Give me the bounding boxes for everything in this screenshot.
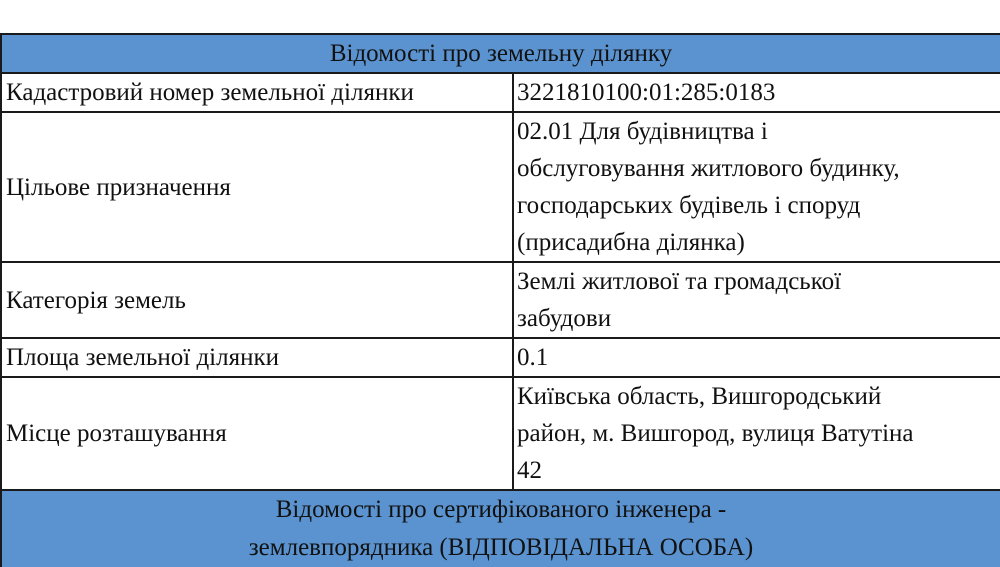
table-row (1, 377, 1000, 490)
purpose-value-line: господарських будівель і споруд (517, 192, 861, 219)
location-value-line: 42 (517, 457, 542, 484)
purpose-value-line: обслуговування житлового будинку, (517, 155, 900, 182)
land-category-value-line: Землі житлової та громадської (517, 268, 842, 295)
purpose-value-line: 02.01 Для будівництва і (517, 118, 768, 145)
location-value-line: Київська область, Вишгородський (517, 383, 882, 410)
area-label: Площа земельної ділянки (1, 338, 513, 377)
table-row (1, 112, 1000, 262)
purpose-value (513, 112, 1000, 262)
table-header-row (1, 490, 1000, 567)
land-plot-table (0, 33, 1000, 567)
land-category-value (513, 262, 1000, 338)
location-value-line: район, м. Вишгород, вулиця Ватутіна (517, 420, 914, 447)
land-category-label: Категорія земель (1, 262, 513, 338)
location-label: Місце розташування (1, 377, 513, 490)
engineer-section-title (1, 490, 1000, 567)
purpose-value-line: (присадибна ділянка) (517, 229, 745, 256)
cadastral-number-label: Кадастровий номер земельної ділянки (1, 73, 513, 112)
table-row (1, 262, 1000, 338)
area-value: 0.1 (513, 338, 1000, 377)
cadastral-number-value: 3221810100:01:285:0183 (513, 73, 1000, 112)
purpose-label: Цільове призначення (1, 112, 513, 262)
table-row (1, 338, 1000, 377)
land-plot-section-title: Відомості про земельну ділянку (1, 34, 1000, 73)
table-header-row (1, 34, 1000, 73)
engineer-section-title-line: Відомості про сертифікованого інженера - (275, 496, 727, 523)
table-row (1, 73, 1000, 112)
engineer-section-title-line: землевпорядника (ВІДПОВІДАЛЬНА ОСОБА) (248, 534, 754, 561)
land-category-value-line: забудови (517, 305, 612, 332)
location-value (513, 377, 1000, 490)
